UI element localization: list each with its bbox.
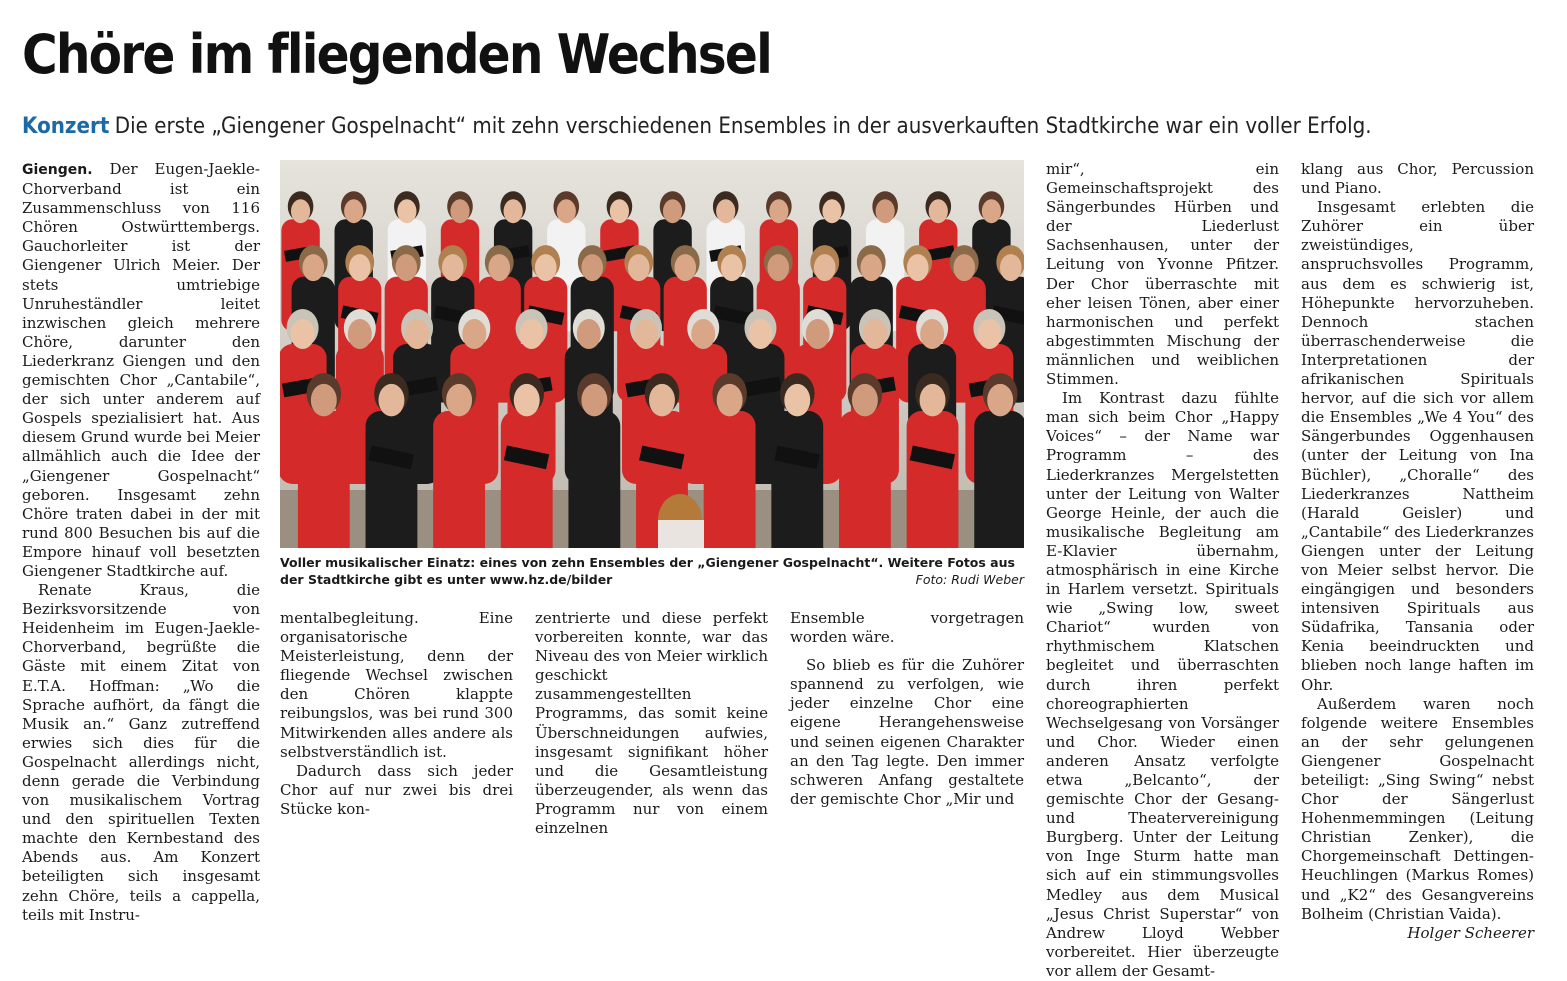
singer-body bbox=[366, 411, 418, 548]
col2-paragraph-1: mentalbegleitung. Eine organisatorische Meisterleistung, denn der fliegende Wechsel zwischen den Chören klappte reibungslos, was bei rund 300 Mitwirkenden alles andere als selbstverständlich ist. bbox=[280, 609, 513, 761]
col6-paragraph-2: Insgesamt erlebten die Zuhörer ein über zweistündiges, anspruchsvolles Programm, aus dem es schwierig ist, Höhepunkte hervorzuheben. Dennoch stachen überraschenderweise die Interpretationen der afrikanischen Spirituals hervor, auf die sich vor allem die Ensembles „We 4 You“ des Sängerbundes Oggenhausen (unter der Leitung von Ina Büchler), „Choralle“ des Liederkranzes Nattheim (Harald Geisler) und „Cantabile“ des Liederkranzes Giengen unter der Leitung von Meier selbst hervor. Die eingängigen und besonders intensiven Spirituals aus Südafrika, Tansania oder Kenia beeindruckten und blieben noch lange haften im Ohr. bbox=[1301, 198, 1534, 694]
singer-face bbox=[302, 254, 324, 281]
singer-face bbox=[806, 319, 830, 349]
singer-face bbox=[395, 254, 417, 281]
singer-face bbox=[610, 199, 629, 223]
singer-face bbox=[450, 199, 469, 223]
singer-face bbox=[863, 319, 887, 349]
article-column-4 bbox=[790, 609, 1024, 809]
singer-face bbox=[462, 319, 486, 349]
singer-face bbox=[577, 319, 601, 349]
subheadline bbox=[22, 114, 1372, 139]
singer-face bbox=[311, 384, 337, 416]
article-column-3 bbox=[535, 609, 768, 838]
col1-paragraph-2: Renate Kraus, die Bezirksvorsitzende von Heidenheim im Eugen-Jaekle-Chorverband, begrüßte die Gäste mit einem Zitat von E.T.A. Hoffman: „Wo die Sprache aufhört, da fängt die Musik an.“ Ganz zutreffend erwies sich dies für die Gospelnacht allerdings nicht, denn gerade die Verbindung von musikalischem Vortrag und den spirituellen Texten machte den Kernbestand des Abends aus. Am Konzert beteiligten sich insgesamt zehn Chöre, teils a cappella, teils mit Instru- bbox=[22, 581, 260, 924]
singer-face bbox=[649, 384, 675, 416]
col6-paragraph-3 bbox=[1301, 694, 1534, 942]
col1-paragraph-1: Der Eugen-Jaekle-Chorverband ist ein Zusammenschluss von 116 Chören Ostwürttembergs. Gauchorleiter ist der Giengener Ulrich Meier. Der stets umtriebige Unruheständler leitet inzwischen gleich mehrere Chöre, darunter den Liederkranz Giengen und den gemischten Chor „Cantabile“, der sich unter anderem auf Gospels spezialisiert hat. Aus diesem Grund wurde bei Meier allmählich auch die Idee der „Giengener Gospelnacht“ geboren. Insgesamt zehn Chöre traten dabei in der mit rund 800 Besuchen bis auf die Empore hinauf voll besetzten Giengener Stadtkirche auf. bbox=[22, 160, 260, 580]
article-column-5 bbox=[1046, 160, 1279, 981]
singer-face bbox=[929, 199, 948, 223]
singer-face bbox=[977, 319, 1001, 349]
singer-face bbox=[907, 254, 929, 281]
singer-face bbox=[405, 319, 429, 349]
singer-face bbox=[852, 384, 878, 416]
singer-face bbox=[953, 254, 975, 281]
singer-face bbox=[504, 199, 523, 223]
singer-face bbox=[860, 254, 882, 281]
singer-face bbox=[784, 384, 810, 416]
singer-body bbox=[433, 411, 485, 548]
singer-face bbox=[987, 384, 1013, 416]
singer-face bbox=[876, 199, 895, 223]
singer-face bbox=[514, 384, 540, 416]
headline: Chöre im fliegenden Wechsel bbox=[22, 23, 771, 86]
col4-paragraph-1: Ensemble vorgetragen worden wäre. bbox=[790, 609, 1024, 647]
singer-face bbox=[767, 254, 789, 281]
singer-face bbox=[628, 254, 650, 281]
singer-face bbox=[721, 254, 743, 281]
singer-face bbox=[397, 199, 416, 223]
singer-face bbox=[634, 319, 658, 349]
singer-face bbox=[349, 254, 371, 281]
singer-face bbox=[291, 319, 315, 349]
col6-paragraph-3-text: Außerdem waren noch folgende weitere Ensembles an der sehr gelungenen Giengener Gospelnacht beteiligt: „Sing Swing“ nebst Chor der Sängerlust Hohenmemmingen (Leitung Christian Zenker), die Chorgemeinschaft Dettingen-Heuchlingen (Markus Romes) und „K2“ des Gesangvereins Bolheim (Christian Vaida). bbox=[1301, 694, 1534, 923]
caption-text: Voller musikalischer Einatz: eines von zehn Ensembles der „Giengener Gospelnacht“. Weitere Fotos aus der Stadtkirche gibt es unter www.hz.de/bilder bbox=[280, 555, 1015, 587]
article-column-2 bbox=[280, 609, 513, 819]
singer-face bbox=[663, 199, 682, 223]
col3-paragraph-1: zentrierte und diese perfekt vorbereiten konnte, war das Niveau des von Meier wirklich geschickt zusammengestellten Programms, das somit keine Überschneidungen aufwies, insgesamt signifikant höher und die Gesamtleistung überzeugender, als wenn das Programm nur von einem einzelnen bbox=[535, 609, 768, 838]
singer-body bbox=[974, 411, 1024, 548]
kicker: Konzert bbox=[22, 114, 110, 139]
article-column-1 bbox=[22, 160, 260, 925]
singer-face bbox=[769, 199, 788, 223]
singer-face bbox=[378, 384, 404, 416]
singer-face bbox=[581, 254, 603, 281]
singer-face bbox=[291, 199, 310, 223]
singer-face bbox=[748, 319, 772, 349]
singer-face bbox=[344, 199, 363, 223]
singer-face bbox=[674, 254, 696, 281]
singer-face bbox=[442, 254, 464, 281]
singer-face bbox=[557, 199, 576, 223]
subheadline-text: Die erste „Giengener Gospelnacht“ mit zehn verschiedenen Ensembles in der ausverkauften Stadtkirche war ein voller Erfolg. bbox=[114, 114, 1372, 139]
photo-credit: Foto: Rudi Weber bbox=[915, 572, 1024, 587]
singer-face bbox=[982, 199, 1001, 223]
singer-face bbox=[691, 319, 715, 349]
singer-face bbox=[488, 254, 510, 281]
col6-paragraph-1: klang aus Chor, Percussion und Piano. bbox=[1301, 160, 1534, 198]
singer-face bbox=[446, 384, 472, 416]
singer-body bbox=[501, 411, 553, 548]
singer-face bbox=[348, 319, 372, 349]
choir-photo bbox=[280, 160, 1024, 548]
singer-body bbox=[771, 411, 823, 548]
col5-paragraph-2: Im Kontrast dazu fühlte man sich beim Chor „Happy Voices“ – der Name war Programm – des Liederkranzes Mergelstetten unter der Leitung von Walter George Heinle, der auch die musikalische Begleitung am E-Klavier übernahm, atmosphärisch in eine Kirche in Harlem versetzt. Spirituals wie „Swing low, sweet Chariot“ wurden von rhythmischem Klatschen begleitet und überraschten durch ihren perfekt choreographierten Wechselgesang von Vorsänger und Chor. Wieder einen anderen Ansatz verfolgte etwa „Belcanto“, der gemischte Chor der Gesang- und Theatervereinigung Burgberg. Unter der Leitung von Inge Sturm hatte man sich auf ein stimmungsvolles Medley aus dem Musical „Jesus Christ Superstar“ von Andrew Lloyd Webber vorbereitet. Hier überzeugte vor allem der Gesamt- bbox=[1046, 389, 1279, 980]
singer-face bbox=[814, 254, 836, 281]
singer-face bbox=[520, 319, 544, 349]
singer-body bbox=[839, 411, 891, 548]
singer-face bbox=[920, 384, 946, 416]
col2-paragraph-2: Dadurch dass sich jeder Chor auf nur zwei bis drei Stücke kon- bbox=[280, 761, 513, 818]
singer-body bbox=[704, 411, 756, 548]
singer-face bbox=[1000, 254, 1022, 281]
singer-face bbox=[920, 319, 944, 349]
singer-face bbox=[716, 199, 735, 223]
col4-paragraph-2: So blieb es für die Zuhörer spannend zu verfolgen, wie jeder einzelne Chor eine eigene Herangehensweise und seinen eigenen Charakter an den Tag legte. Den immer schweren Anfang gestaltete der gemischte Chor „Mir und bbox=[790, 656, 1024, 808]
singer-face bbox=[535, 254, 557, 281]
singer-body bbox=[298, 411, 350, 548]
singer-face bbox=[822, 199, 841, 223]
author-byline: Holger Scheerer bbox=[1407, 923, 1534, 942]
article-column-6 bbox=[1301, 160, 1534, 943]
dateline: Giengen. bbox=[22, 162, 93, 178]
singer-face bbox=[717, 384, 743, 416]
singer-face bbox=[581, 384, 607, 416]
singer-body bbox=[907, 411, 959, 548]
singer-body bbox=[568, 411, 620, 548]
photo-caption bbox=[280, 554, 1024, 588]
col5-paragraph-1: mir“, ein Gemeinschaftsprojekt des Sängerbundes Hürben und der Liederlust Sachsenhausen, unter der Leitung von Yvonne Pfitzer. Der Chor überraschte mit eher leisen Tönen, aber einer harmonischen und perfekt abgestimmten Mischung der männlichen und weiblichen Stimmen. bbox=[1046, 160, 1279, 389]
